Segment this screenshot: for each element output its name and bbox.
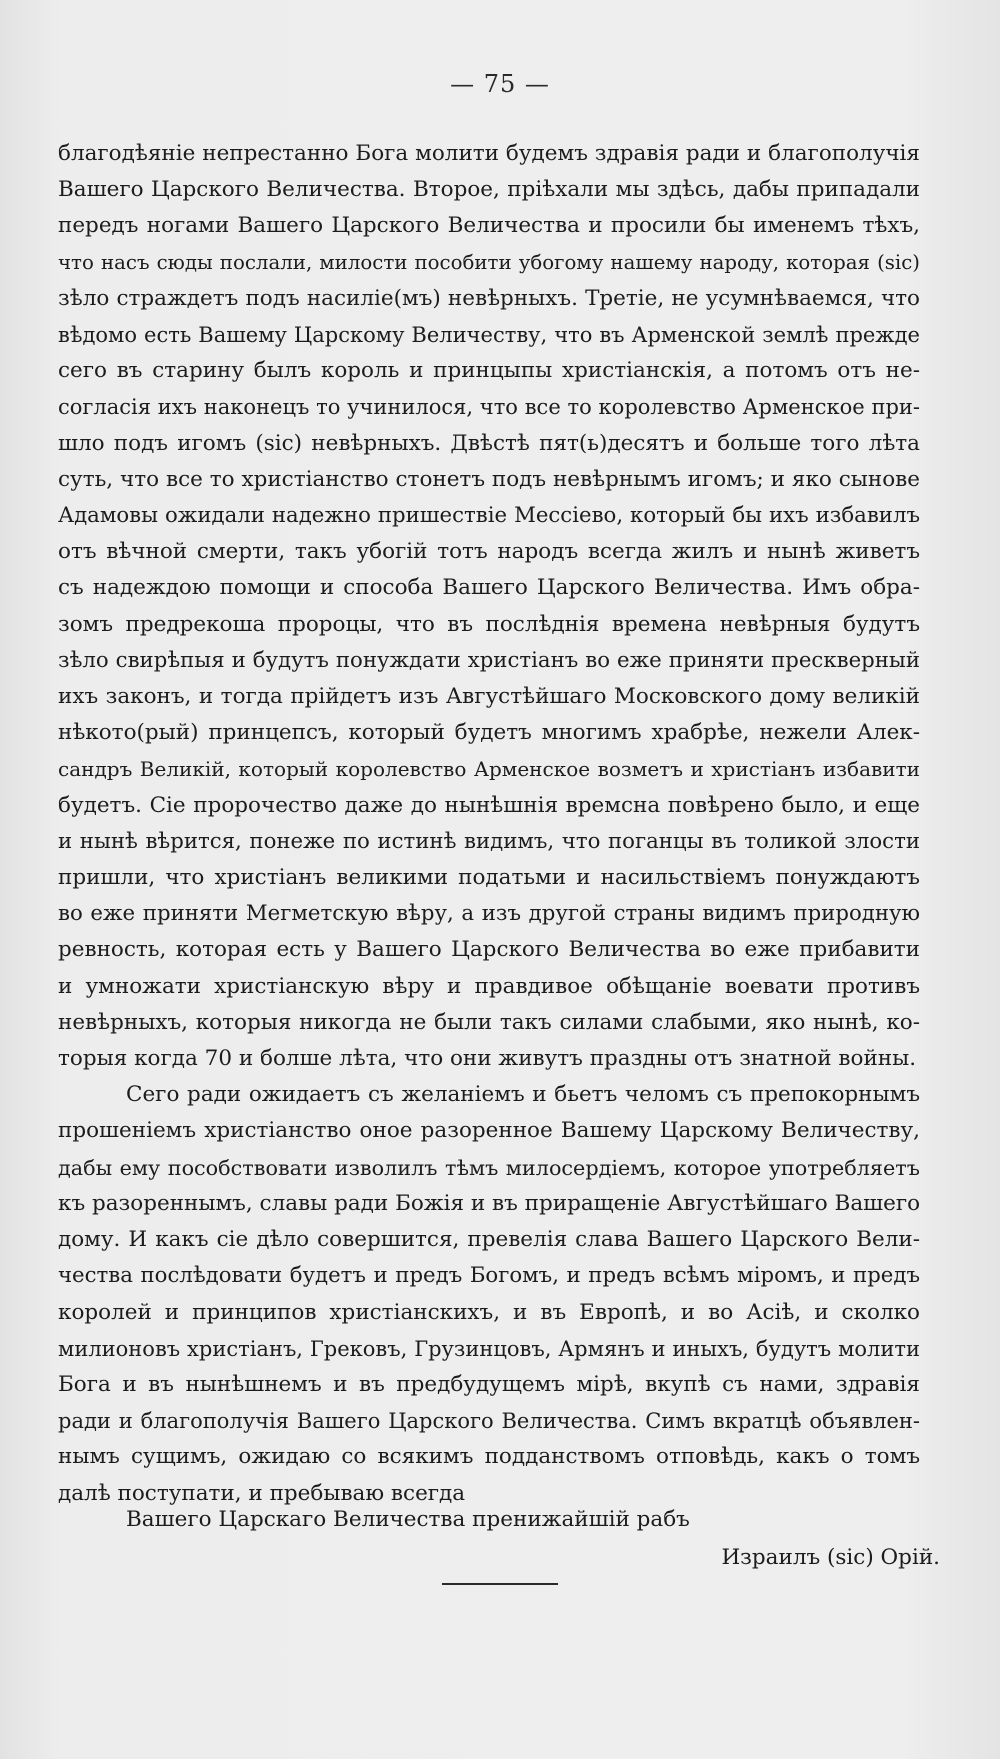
text-line: далѣ поступати, и пребываю всегда [58, 1480, 466, 1506]
text-line: и нынѣ вѣрится, понеже по истинѣ видимъ, что поганцы въ толикой злости [58, 828, 920, 854]
text-line: сего въ старину былъ король и принцыпы христіанскія, а потомъ отъ не- [58, 358, 920, 384]
text-line: прошеніемъ христіанство оное разоренное Вашему Царскому Величеству, [58, 1118, 920, 1144]
text-line: будетъ. Сіе пророчество даже до нынѣшнія времсна повѣрено было, и еще [58, 792, 920, 818]
text-line: Сего ради ожидаетъ съ желаніемъ и бьетъ челомъ съ препокорнымъ [126, 1082, 920, 1108]
text-line: во еже приняти Мегметскую вѣру, а изъ другой страны видимъ природную [58, 901, 920, 927]
text-line: ихъ законъ, и тогда прійдетъ изъ Августѣйшаго Московского дому великій [58, 684, 920, 710]
text-line: сандръ Великій, который королевство Арменское возметъ и христіанъ избавити [58, 757, 920, 782]
text-line: зомъ предрекоша пророцы, что въ послѣднія времена невѣрныя будутъ [58, 611, 920, 637]
text-line: благодѣяніе непрестанно Бога молити будемъ здравія ради и благополучія [58, 141, 920, 166]
text-line: пришли, что христіанъ великими податьми и насильствіемъ понуждаютъ [58, 865, 920, 891]
paragraph-1 [58, 136, 920, 1077]
text-line: ревность, которая есть у Вашего Царского Величества во еже прибавити [58, 937, 920, 963]
text-line: милионовъ христіанъ, Грековъ, Грузинцовъ, Армянъ и иныхъ, будутъ молити [58, 1336, 920, 1361]
signature: Израилъ (sic) Орій. [721, 1545, 940, 1570]
text-line: и умножати христіанскую вѣру и правдивое обѣщаніе воевати противъ [58, 973, 920, 999]
text-line: Вашего Царского Величества. Второе, пріѣхали мы здѣсь, дабы припадали [58, 177, 920, 203]
text-line: чества послѣдовати будетъ и предъ Богомъ, и предъ всѣмъ міромъ, и предъ [58, 1263, 920, 1289]
text-line: суть, что все то христіанство стонетъ подъ невѣрнымъ игомъ; и яко сынове [58, 466, 920, 492]
text-line: зѣло страждетъ подъ насиліе(мъ) невѣрныхъ. Третіе, не усумнѣваемся, что [58, 285, 920, 311]
end-rule [442, 1583, 558, 1585]
text-line: Бога и въ нынѣшнемъ и въ предбудущемъ мірѣ, вкупѣ съ нами, здравія [58, 1371, 920, 1397]
text-line: нымъ сущимъ, ожидаю со всякимъ подданствомъ отповѣдь, какъ о томъ [58, 1444, 920, 1470]
closing-salutation: Вашего Царскаго Величества пренижайшій рабъ [126, 1507, 690, 1532]
text-line: къ разореннымъ, славы ради Божія и въ приращеніе Августѣйшаго Вашего [58, 1190, 921, 1216]
text-line: зѣло свирѣпыя и будутъ понуждати христіанъ во еже приняти прескверный [58, 647, 920, 673]
text-line: согласія ихъ наконецъ то учинилося, что все то королевство Арменское при- [58, 395, 920, 420]
text-line: дабы ему пособствовати изволилъ тѣмъ милосердіемъ, которое употребляетъ [58, 1155, 920, 1180]
text-line: Адамовы ожидали надежно пришествіе Мессіево, который бы ихъ избавилъ [58, 503, 920, 529]
letter-body [58, 136, 920, 1512]
text-line: королей и принципов христіанскихъ, и въ Европѣ, и во Асіѣ, и сколко [58, 1299, 920, 1325]
text-line: нѣкото(рый) принцепсъ, который будетъ многимъ храбрѣе, нежели Алек- [58, 720, 920, 746]
page-number: — 75 — [450, 70, 550, 98]
text-line: невѣрныхъ, которыя никогда не были такъ силами слабыми, яко нынѣ, ко- [58, 1009, 920, 1035]
text-line: вѣдомо есть Вашему Царскому Величеству, что въ Арменской землѣ прежде [58, 323, 920, 348]
text-line: ради и благополучія Вашего Царского Величества. Симъ вкратцѣ объявлен- [58, 1409, 920, 1434]
paragraph-2 [58, 1077, 920, 1511]
text-line: передъ ногами Вашего Царского Величества и просили бы именемъ тѣхъ, [58, 213, 920, 239]
text-line: что насъ сюды послали, милости пособити убогому нашему народу, которая (sic) [58, 250, 920, 274]
text-line: шло подъ игомъ (sic) невѣрныхъ. Двѣстѣ пят(ь)десятъ и больше того лѣта [58, 430, 920, 456]
text-line: отъ вѣчной смерти, такъ убогій тотъ народъ всегда жилъ и нынѣ живетъ [58, 539, 920, 565]
text-line: дому. И какъ сіе дѣло совершится, превелія слава Вашего Царского Вели- [58, 1227, 920, 1253]
text-line: съ надеждою помощи и способа Вашего Царского Величества. Имъ обра- [58, 575, 920, 601]
text-line: торыя когда 70 и болше лѣта, что они живутъ праздны отъ знатной войны. [58, 1046, 917, 1072]
